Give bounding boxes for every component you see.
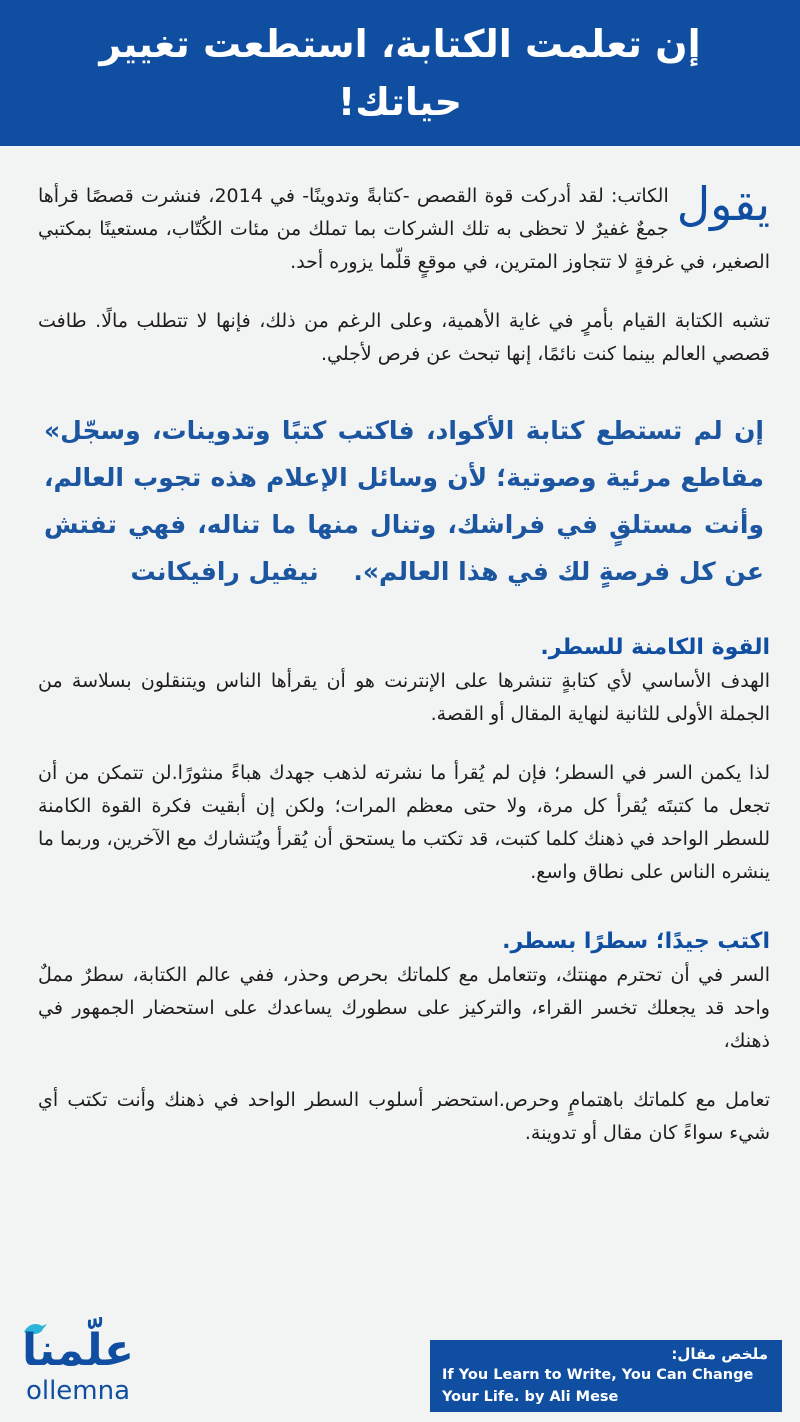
logo-arabic-text: علّمنا [22,1325,134,1376]
section1-paragraph-1: الهدف الأساسي لأي كتابةٍ تنشرها على الإنترنت هو أن يقرأها الناس ويتنقلون بسلاسة من الجملة الأولى للثانية لنهاية المقال أو القصة. [38,670,770,725]
article-summary-box [430,1340,782,1412]
page-title: إن تعلمت الكتابة، استطعت تغيير حياتك! [99,22,701,124]
pull-quote [38,407,770,595]
section-heading-line-power: القوة الكامنة للسطر. [540,635,770,660]
article-body [37,177,770,1150]
title-banner [0,0,800,146]
quote-text: إن لم تستطع كتابة الأكواد، فاكتب كتبًا وتدوينات، وسجّل» مقاطع مرئية وصوتية؛ لأن وسائل الإعلام هذه تجوب العالم، وأنت مستلقٍ في فراشك، وتنال منها ما تناله، فهي تفتش عن كل فرصةٍ لك في هذا العالم». [44,416,764,586]
intro-text: الكاتب: لقد أدركت قوة القصص -كتابةً وتدوينًا- في 2014، فنشرت قصصًا قرأها جمعٌ غفيرٌ لا تحظى به تلك الشركات بما تملك من مئات الكُتّاب، مستعينًا بمكتبي الصغير، في غرفةٍ لا تتجاوز المترين، في موقعٍ قلّما يزوره أحد. [38,185,770,273]
quote-author: نيفيل رافيكانت [130,557,319,586]
summary-source-title: If You Learn to Write, You Can Change Your Life. by Ali Mese [442,1367,754,1405]
ollemna-logo [18,1316,148,1416]
intro-paragraph [38,177,770,279]
section1-paragraph-2: لذا يكمن السر في السطر؛ فإن لم يُقرأ ما نشرته لذهب جهدك هباءً منثورًا.لن تتمكن من أن تجعل ما كتبتَه يُقرأ كل مرة، ولا حتى معظم المرات؛ ولكن إن أبقيت فكرة القوة الكامنة للسطر الواحد في ذهنك كلما كتبت، قد تكتب ما يستحق أن يُقرأ ويُتشارك مع الآخرين، وربما ما ينشره الناس على نطاق واسع. [37,762,770,883]
logo-latin-text: ollemna [25,1376,131,1406]
section2-paragraph-1: السر في أن تحترم مهنتك، وتتعامل مع كلماتك بحرص وحذر، ففي عالم الكتابة، سطرٌ مملٌ واحد قد يجعلك تخسر القراء، والتركيز على سطورك يساعدك على استحضار الجمهور في ذهنك، [38,964,770,1052]
section-heading-write-well: اكتب جيدًا؛ سطرًا بسطر. [502,929,770,954]
paragraph-writing-value: تشبه الكتابة القيام بأمرٍ في غاية الأهمية، وعلى الرغم من ذلك، فإنها لا تتطلب مالًا. طافت قصصي العالم بينما كنت نائمًا، إنها تبحث عن فرص لأجلي. [38,310,770,365]
section2-paragraph-2: تعامل مع كلماتك باهتمامٍ وحرص.استحضر أسلوب السطر الواحد في ذهنك وأنت تكتب أي شيء سواءً كان مقال أو تدوينة. [38,1089,770,1144]
summary-label: ملخص مقال: [671,1345,768,1363]
intro-drop-word: يقول [676,177,770,231]
